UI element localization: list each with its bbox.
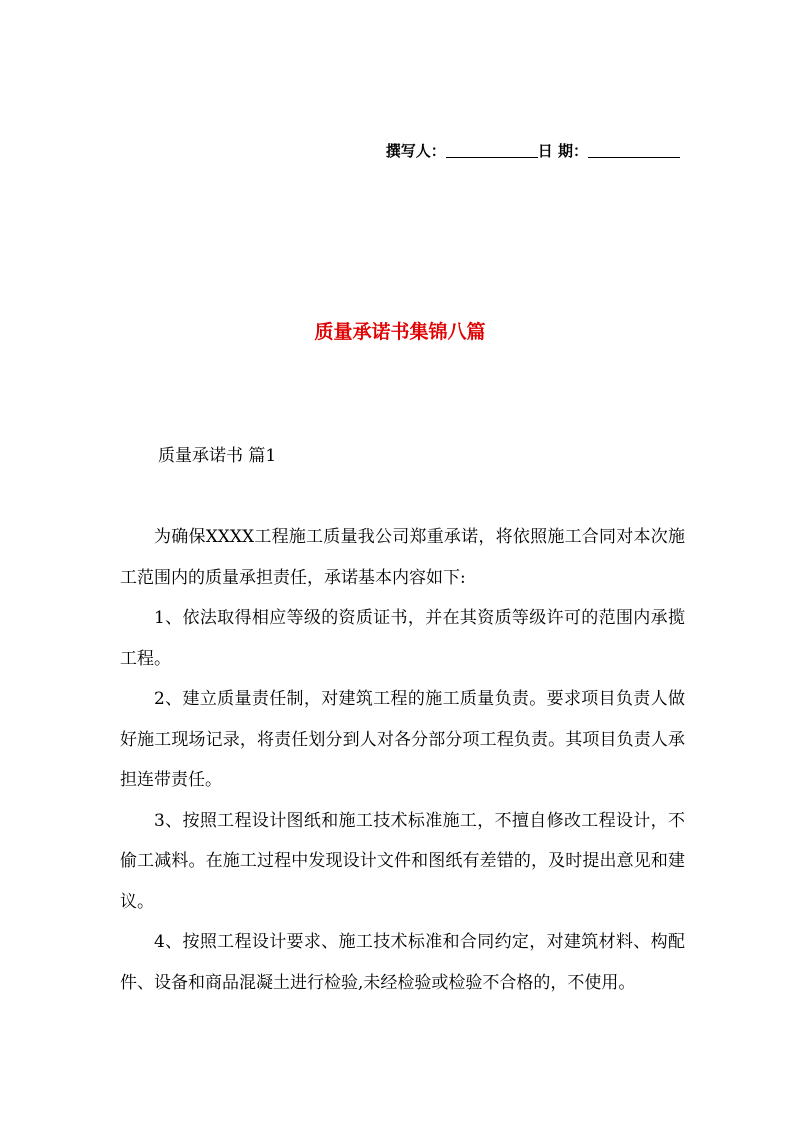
paragraph-item-4: 4、按照工程设计要求、施工技术标准和合同约定，对建筑材料、构配件、设备和商品混凝土进行检验,未经检验或检验不合格的，不使用。 [120, 932, 685, 993]
date-blank [588, 143, 680, 158]
paragraph-item-1: 1、依法取得相应等级的资质证书，并在其资质等级许可的范围内承揽工程。 [120, 608, 685, 669]
author-date-line [386, 140, 680, 161]
date-label: 日 期： [537, 142, 588, 160]
section-heading: 质量承诺书 篇1 [158, 446, 277, 466]
paragraph-intro: 为确保XXXX工程施工质量我公司郑重承诺，将依照施工合同对本次施工范围内的质量承担责任，承诺基本内容如下: [120, 527, 685, 588]
paragraph-item-2: 2、建立质量责任制，对建筑工程的施工质量负责。要求项目负责人做好施工现场记录，将责任划分到人对各分部分项工程负责。其项目负责人承担连带责任。 [120, 689, 685, 790]
author-blank [446, 143, 538, 158]
body-text [120, 517, 685, 1003]
author-label: 撰写人： [385, 142, 446, 160]
document-title: 质量承诺书集锦八篇 [314, 321, 486, 343]
paragraph-item-3: 3、按照工程设计图纸和施工技术标准施工，不擅自修改工程设计，不偷工减料。在施工过程中发现设计文件和图纸有差错的，及时提出意见和建议。 [120, 810, 685, 912]
